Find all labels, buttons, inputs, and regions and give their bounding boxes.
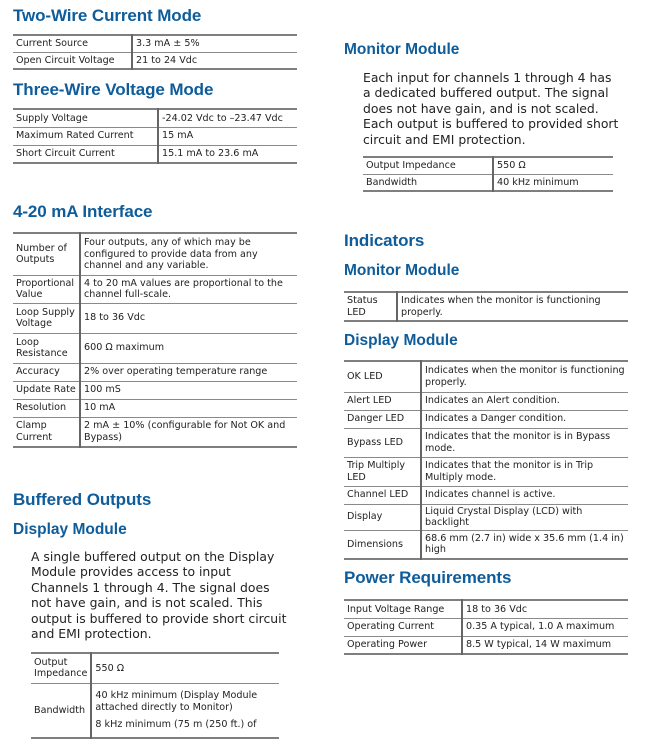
table-row [13,399,297,417]
monitor-module-spec-table [363,156,613,192]
spec-key: Input Voltage Range [344,600,462,618]
indicators-display-module-heading: Display Module [344,332,458,349]
spec-value: 550 Ω [493,157,613,174]
spec-value: Indicates that the monitor is in Bypass mode. [421,428,628,457]
monitor-module-paragraph: Each input for channels 1 through 4 has a dedicated buffered output. The signal does not have gain, and is not scaled. Each output is buffered to provided short circuit and EMI protection. [363,70,619,147]
spec-key: Resolution [13,399,80,417]
indicators-heading: Indicators [344,231,425,250]
indicators-monitor-spec-table [344,291,628,322]
spec-value: Indicates when the monitor is functioning properly. [421,361,628,392]
spec-key: Clamp Current [13,417,80,447]
spec-key: Bypass LED [344,428,421,457]
spec-key: Danger LED [344,410,421,428]
table-row [344,486,628,504]
spec-value: 2% over operating temperature range [80,363,297,381]
three-wire-voltage-mode-heading: Three-Wire Voltage Mode [13,80,214,99]
buffered-outputs-heading: Buffered Outputs [13,490,152,509]
table-row [13,303,297,333]
table-row [344,361,628,392]
table-row [344,530,628,559]
spec-value [91,683,279,738]
indicators-display-spec-table [344,360,628,560]
table-row [13,35,297,52]
two-wire-current-mode-heading: Two-Wire Current Mode [13,6,202,25]
spec-key: Current Source [13,35,132,52]
table-row [13,275,297,303]
power-requirements-heading: Power Requirements [344,568,512,587]
spec-value: 550 Ω [91,653,279,683]
table-row [31,683,279,738]
spec-key: Open Circuit Voltage [13,52,132,69]
table-row [13,233,297,275]
spec-key: Channel LED [344,486,421,504]
spec-key: Update Rate [13,381,80,399]
table-row [344,410,628,428]
spec-value: -24.02 Vdc to –23.47 Vdc [158,109,297,127]
spec-key: Short Circuit Current [13,145,158,163]
spec-key: Proportional Value [13,275,80,303]
spec-value: 10 mA [80,399,297,417]
spec-value: Indicates channel is active. [421,486,628,504]
spec-value: Four outputs, any of which may be configured to provide data from any channel and any variable. [80,233,297,275]
spec-value: 15 mA [158,127,297,145]
power-spec-table [344,599,628,655]
bandwidth-line: 8 kHz minimum (75 m (250 ft.) of [95,719,257,730]
three-wire-spec-table [13,108,297,164]
spec-key: Accuracy [13,363,80,381]
table-row [13,333,297,363]
table-row [344,457,628,486]
spec-value: 68.6 mm (2.7 in) wide x 35.6 mm (1.4 in) high [425,532,624,556]
spec-key: Output Impedance [363,157,493,174]
bandwidth-line: 40 kHz minimum (Display Module attached directly to Monitor) [95,690,258,713]
table-row [344,600,628,618]
spec-value: Indicates an Alert condition. [421,392,628,410]
table-row [13,127,297,145]
spec-key: Loop Resistance [13,333,80,363]
interface-420-heading: 4-20 mA Interface [13,202,153,221]
spec-key: Trip Multiply LED [344,457,421,486]
spec-value: Indicates that the monitor is in Trip Multiply mode. [421,457,628,486]
spec-value: 18 to 36 Vdc [80,303,297,333]
spec-key: Alert LED [344,392,421,410]
spec-value: Liquid Crystal Display (LCD) with backlight [421,504,628,530]
spec-key: Display [344,504,421,530]
spec-value: 3.3 mA ± 5% [132,35,297,52]
spec-key: Bandwidth [31,683,91,738]
spec-key: OK LED [344,361,421,392]
table-row [344,428,628,457]
spec-value: 8.5 W typical, 14 W maximum [466,639,612,650]
table-row [13,381,297,399]
spec-value: 600 Ω maximum [80,333,297,363]
table-row [31,653,279,683]
table-row [344,292,628,321]
table-row [344,392,628,410]
spec-value: 40 kHz minimum [497,176,579,188]
spec-value: Indicates a Danger condition. [421,410,628,428]
table-row [13,363,297,381]
spec-key: Output Impedance [31,653,91,683]
spec-value: 4 to 20 mA values are proportional to the channel full-scale. [80,275,297,303]
spec-key: Bandwidth [363,174,493,191]
spec-key: Maximum Rated Current [13,127,158,145]
spec-key: Number of Outputs [13,233,80,275]
spec-value: 0.35 A typical, 1.0 A maximum [462,618,628,636]
spec-key: Dimensions [344,530,421,559]
indicators-monitor-module-heading: Monitor Module [344,262,460,279]
spec-value: Indicates when the monitor is functioning properly. [401,295,601,318]
spec-value: 21 to 24 Vdc [136,54,198,66]
buffered-display-module-heading: Display Module [13,521,127,538]
table-row [344,618,628,636]
interface-420-spec-table [13,232,297,448]
spec-key: Operating Current [344,618,462,636]
buffered-display-module-paragraph: A single buffered output on the Display Module provides access to input Channels 1 through 4. The signal does not have gain, and is not scaled. This output is buffered to provide short circuit and EMI protection. [31,549,287,642]
monitor-module-heading: Monitor Module [344,41,460,58]
table-row [13,109,297,127]
table-row [13,52,297,69]
table-row [13,145,297,163]
spec-key: Loop Supply Voltage [13,303,80,333]
table-row [363,174,613,191]
table-row [344,636,628,654]
table-row [13,417,297,447]
spec-value: 18 to 36 Vdc [462,600,628,618]
spec-value: 100 mS [80,381,297,399]
buffered-display-spec-table [31,652,279,739]
table-row [363,157,613,174]
spec-key: Operating Power [344,636,462,654]
spec-value: 15.1 mA to 23.6 mA [162,148,259,159]
table-row [344,504,628,530]
spec-value: 2 mA ± 10% (configurable for Not OK and Bypass) [84,420,286,443]
spec-key: Supply Voltage [13,109,158,127]
spec-key: Status LED [344,292,397,321]
two-wire-spec-table [13,34,297,70]
